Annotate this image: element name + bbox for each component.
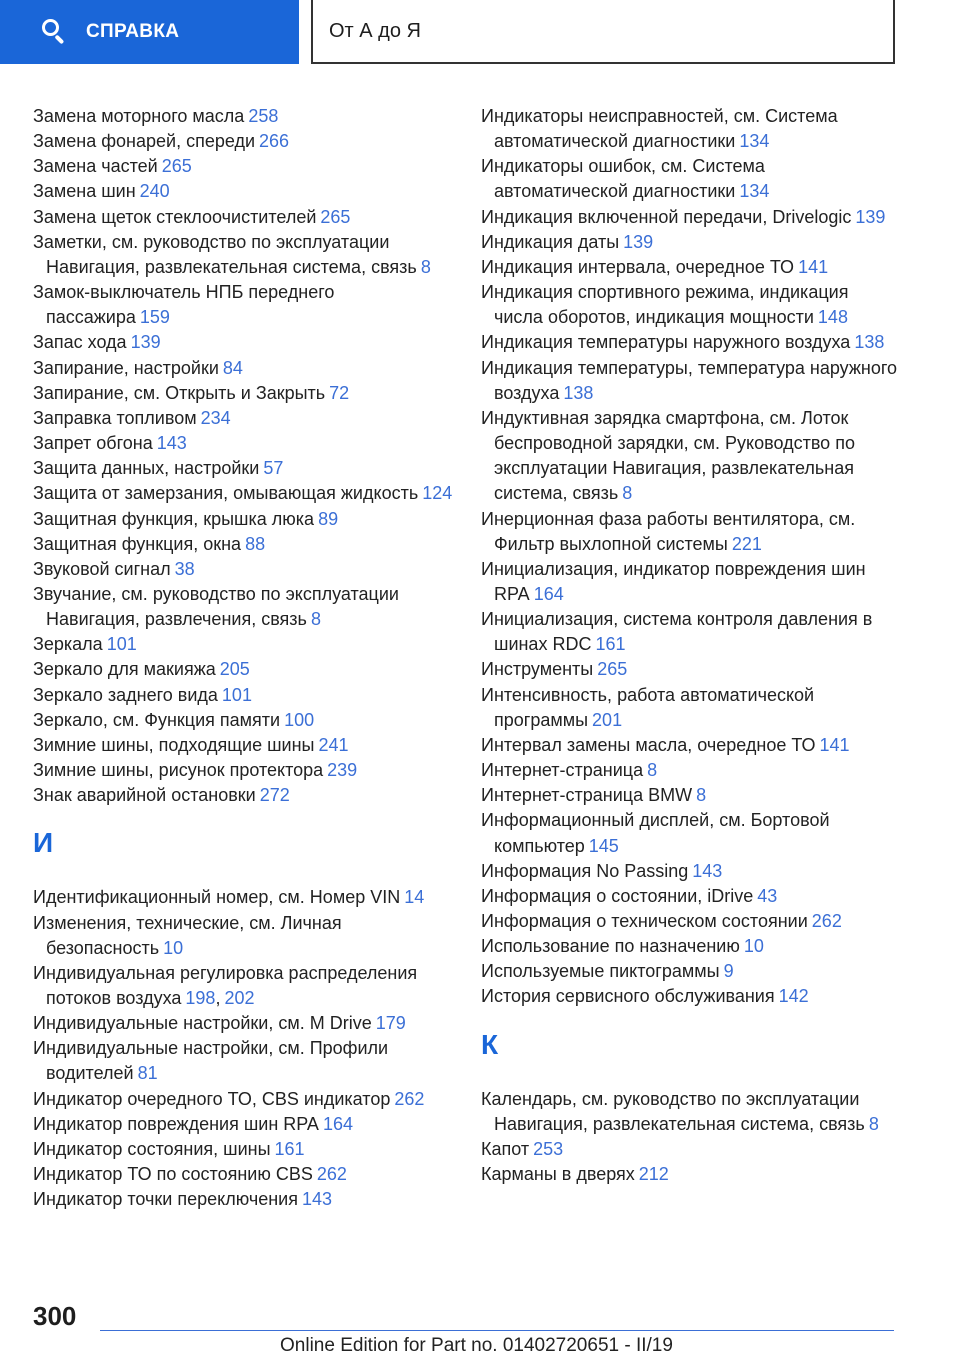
entry-text: Запас хода [33,332,127,353]
index-entry [481,657,901,682]
page-link[interactable]: 164 [322,1113,353,1134]
index-entry [481,859,901,884]
entry-text: Интернет-страница [481,760,644,781]
entry-text: Индикаторы неисправностей, см. Система автоматической диагностики [481,106,838,152]
entry-text: Индикаторы ошибок, см. Система автоматической диагностики [481,156,765,202]
entry-text: Календарь, см. руководство по эксплуатации Навигация, развлекательная система, связь [481,1088,865,1134]
index-entry [33,708,453,733]
page-link[interactable]: 164 [533,583,564,604]
index-entry [481,1137,901,1162]
page-link[interactable]: 265 [161,156,192,177]
index-entry [481,959,901,984]
page-link[interactable]: 124 [422,483,453,504]
index-entry [33,280,453,330]
entry-text: Индивидуальные настройки, см. M Drive [33,1013,372,1034]
page-link[interactable]: 10 [743,936,764,957]
page-link[interactable]: 84 [222,357,243,378]
index-entry [481,104,901,154]
entry-text: Индивидуальные настройки, см. Профили водителей [33,1038,389,1084]
entry-text: Запрет обгона [33,433,153,454]
page-link[interactable]: 205 [219,659,250,680]
page-link[interactable]: 161 [274,1138,305,1159]
index-entry [481,356,901,406]
index-entry [33,456,453,481]
entry-text: Замена частей [33,156,158,177]
entry-text: Интервал замены масла, очередное ТО [481,734,816,755]
index-entry [33,381,453,406]
index-entry [481,984,901,1009]
entry-text: Замена фонарей, спереди [33,131,256,152]
entry-text: Замена шин [33,181,136,202]
entry-text: Индуктивная зарядка смартфона, см. Лоток беспроводной зарядки, см. Руководство по эксплуатации Навигация, развлекательная система, связь [481,407,855,504]
entry-text: Использование по назначению [481,936,740,957]
az-tab-label: От А до Я [329,19,421,42]
entry-text: Индикатор повреждения шин RPA [33,1113,319,1134]
index-entry [33,582,453,632]
entry-text: Зеркала [33,634,103,655]
entry-text: Звуковой сигнал [33,558,171,579]
index-entry [481,507,901,557]
index-entry [481,255,901,280]
index-entry [33,1087,453,1112]
entry-text: Защитная функция, крышка люка [33,508,315,529]
index-entry [481,683,901,733]
page-link[interactable]: 161 [595,634,626,655]
index-entry [33,481,453,506]
entry-text: Зимние шины, подходящие шины [33,734,315,755]
index-entry [33,154,453,179]
page-link[interactable]: 159 [139,307,170,328]
page-link[interactable]: 81 [137,1063,158,1084]
page-link[interactable]: 8 [420,256,431,277]
index-entry: Индивидуальная регулировка распределения потоков воздуха 198, 202 [33,962,418,1008]
index-entry [481,758,901,783]
index-entry [481,154,901,204]
entry-text: Информационный дисплей, см. Бортовой компьютер [481,810,830,856]
entry-text: Зеркало, см. Функция памяти [33,709,281,730]
page-link[interactable]: 240 [139,181,170,202]
entry-text: Капот [481,1138,530,1159]
entry-text: Зеркало для макияжа [33,659,216,680]
entry-text: Инерционная фаза работы вентилятора, см. Фильтр выхлопной системы [481,508,856,554]
index-entry [33,507,453,532]
page-link[interactable]: 145 [588,835,619,856]
entry-text: Замена щеток стеклоочистителей [33,206,317,227]
page-link[interactable]: 100 [284,709,315,730]
index-entry [481,808,901,858]
search-icon [42,19,68,45]
page-link[interactable]: 139 [855,206,886,227]
page-link[interactable]: 265 [320,206,351,227]
page-link[interactable]: 241 [318,734,349,755]
entry-text: Информация о техническом состоянии [481,911,808,931]
page-link[interactable]: 141 [798,256,829,277]
index-entry [33,1011,453,1036]
entry-text: Индикация даты [481,231,620,252]
page-link[interactable]: 88 [245,533,266,554]
page-link[interactable]: 253 [533,1138,564,1159]
index-entry [33,1137,453,1162]
page-number: 300 [33,1301,77,1331]
index-entry [33,1112,453,1137]
page-link[interactable]: 8 [622,483,633,504]
entry-text: Зеркало заднего вида [33,684,218,705]
page-link[interactable]: 8 [868,1113,879,1134]
footer-divider [100,1330,894,1331]
index-entry [33,783,453,808]
index-entry [481,406,901,507]
index-entry [33,356,453,381]
page-link[interactable]: 139 [623,231,654,252]
index-entry [33,205,453,230]
entry-text: Интенсивность, работа автоматической программы [481,684,815,730]
index-entry [33,733,453,758]
index-entry [481,909,901,934]
page-link[interactable]: 221 [731,533,762,554]
entry-text: Запирание, настройки [33,357,219,378]
page-link[interactable]: 239 [327,760,358,781]
entry-text: Карманы в дверях [481,1164,635,1185]
page-link[interactable]: 89 [318,508,339,529]
entry-text: Изменения, технические, см. Личная безопасность [33,912,342,958]
page-link[interactable]: 101 [221,684,252,705]
entry-text: Индивидуальная регулировка распределения потоков воздуха [33,962,418,1008]
index-entry [33,758,453,783]
entry-text: Знак аварийной остановки [33,785,256,806]
page-link[interactable]: 265 [597,659,628,680]
page-link[interactable]: 143 [156,433,187,454]
entry-text: Интернет-страница BMW [481,785,693,806]
index-entry [481,934,901,959]
index-entry [33,330,453,355]
page-link[interactable]: 148 [817,307,848,328]
index-entry [33,179,453,204]
entry-text: Инициализация, индикатор повреждения шин RPA [481,558,866,604]
section-letter: И [33,827,54,859]
help-tab[interactable] [0,0,299,64]
page-link[interactable]: 139 [130,332,161,353]
page-link[interactable]: 266 [259,131,290,152]
page-link[interactable]: 134 [739,181,770,202]
entry-text: Индикация температуры, температура наружного воздуха [481,357,898,403]
index-entry [481,733,901,758]
entry-text: Индикация включенной передачи, Drivelogic [481,206,852,227]
index-entry [33,1036,453,1086]
page-link[interactable]: 8 [647,760,658,781]
edition-text: Online Edition for Part no. 01402720651 - II/19 [280,1335,673,1356]
entry-text: Индикатор состояния, шины [33,1138,271,1159]
index-entry [33,683,453,708]
page-link[interactable]: 142 [778,986,809,1007]
page-link[interactable]: 38 [174,558,195,579]
header [0,0,960,66]
page-link[interactable]: 201 [592,709,623,730]
page-link[interactable]: 138 [563,382,594,403]
entry-text: История сервисного обслуживания [481,986,775,1007]
entry-text: Замок-выключатель НПБ переднего пассажира [33,282,335,328]
page-link[interactable]: 272 [259,785,290,806]
entry-text: Индикация спортивного режима, индикация числа оборотов, индикация мощности [481,282,849,328]
index-column-right [481,104,901,1187]
page-link[interactable]: 143 [301,1189,332,1210]
entry-text: Индикация температуры наружного воздуха [481,332,851,353]
page-link[interactable]: 212 [638,1164,669,1185]
index-entry [33,632,453,657]
page-link[interactable]: 8 [696,785,707,806]
index-entry [33,104,453,129]
index-entry [33,532,453,557]
entry-text: Заметки, см. руководство по эксплуатации Навигация, развлекательная система, связь [33,231,417,277]
entry-text: Защитная функция, окна [33,533,242,554]
entry-text: Замена моторного масла [33,106,245,126]
page-link[interactable]: 101 [106,634,137,655]
page-link[interactable]: 262 [394,1088,425,1109]
page-link[interactable]: 134 [739,131,770,152]
index-entry [481,280,901,330]
index-entry [481,330,901,355]
entry-text: Защита от замерзания, омывающая жидкость [33,483,419,504]
index-column-left [33,104,453,1212]
index-entry [481,230,901,255]
index-entry [481,557,901,607]
page-link[interactable]: 179 [375,1013,406,1034]
entry-text: Запирание, см. Открыть и Закрыть [33,382,326,403]
entry-text: Информация No Passing [481,860,689,881]
page-link[interactable]: 72 [329,382,350,403]
az-tab[interactable] [311,0,895,64]
index-entry [481,205,901,230]
page-link[interactable]: 258 [248,106,279,126]
page-link[interactable]: 202 [224,988,255,1008]
entry-text: Индикатор ТО по состоянию CBS [33,1164,313,1185]
entry-text: Инструменты [481,659,594,680]
page-link[interactable]: 9 [723,961,734,982]
page-link[interactable]: 262 [811,911,842,931]
page-link[interactable]: 57 [263,458,284,479]
page-link[interactable]: 234 [200,407,231,428]
entry-text: Инициализация, система контроля давления в шинах RDC [481,609,873,655]
index-entry [33,431,453,456]
index-entry [481,884,901,909]
entry-text: Индикатор точки переключения [33,1189,298,1210]
page-link[interactable]: 141 [819,734,850,755]
entry-text: Заправка топливом [33,407,197,428]
page-link[interactable]: 198 [185,988,216,1008]
entry-text: Индикация интервала, очередное ТО [481,256,795,277]
help-tab-label: СПРАВКА [86,21,180,42]
page-link[interactable]: 138 [854,332,885,353]
index-entry [33,1187,453,1212]
index-entry [481,783,901,808]
entry-text: Информация о состоянии, iDrive [481,885,754,906]
index-entry [33,1162,453,1187]
entry-text: Защита данных, настройки [33,458,260,479]
index-entry [33,557,453,582]
page-link[interactable]: 10 [163,937,184,958]
index-entry [481,1162,901,1187]
page-link[interactable]: 43 [757,885,778,906]
entry-text: Индикатор очередного ТО, CBS индикатор [33,1088,391,1109]
entry-text: Звучание, см. руководство по эксплуатации Навигация, развлечения, связь [33,583,399,630]
entry-text: Идентификационный номер, см. Номер VIN [33,887,401,908]
entry-text: Зимние шины, рисунок протектора [33,760,324,781]
section-letter: К [481,1028,499,1060]
index-entry [33,230,453,280]
index-entry [33,406,453,431]
index-entry [481,1087,901,1137]
index-entry [481,607,901,657]
index-entry [33,885,453,910]
page-link[interactable]: 8 [310,609,321,630]
page-link[interactable]: 262 [316,1164,347,1185]
index-entry [33,129,453,154]
index-entry [33,911,453,961]
page-link[interactable]: 143 [692,860,723,881]
entry-text: Используемые пиктограммы [481,961,720,982]
index-entry [33,657,453,682]
page-link[interactable]: 14 [404,887,425,908]
